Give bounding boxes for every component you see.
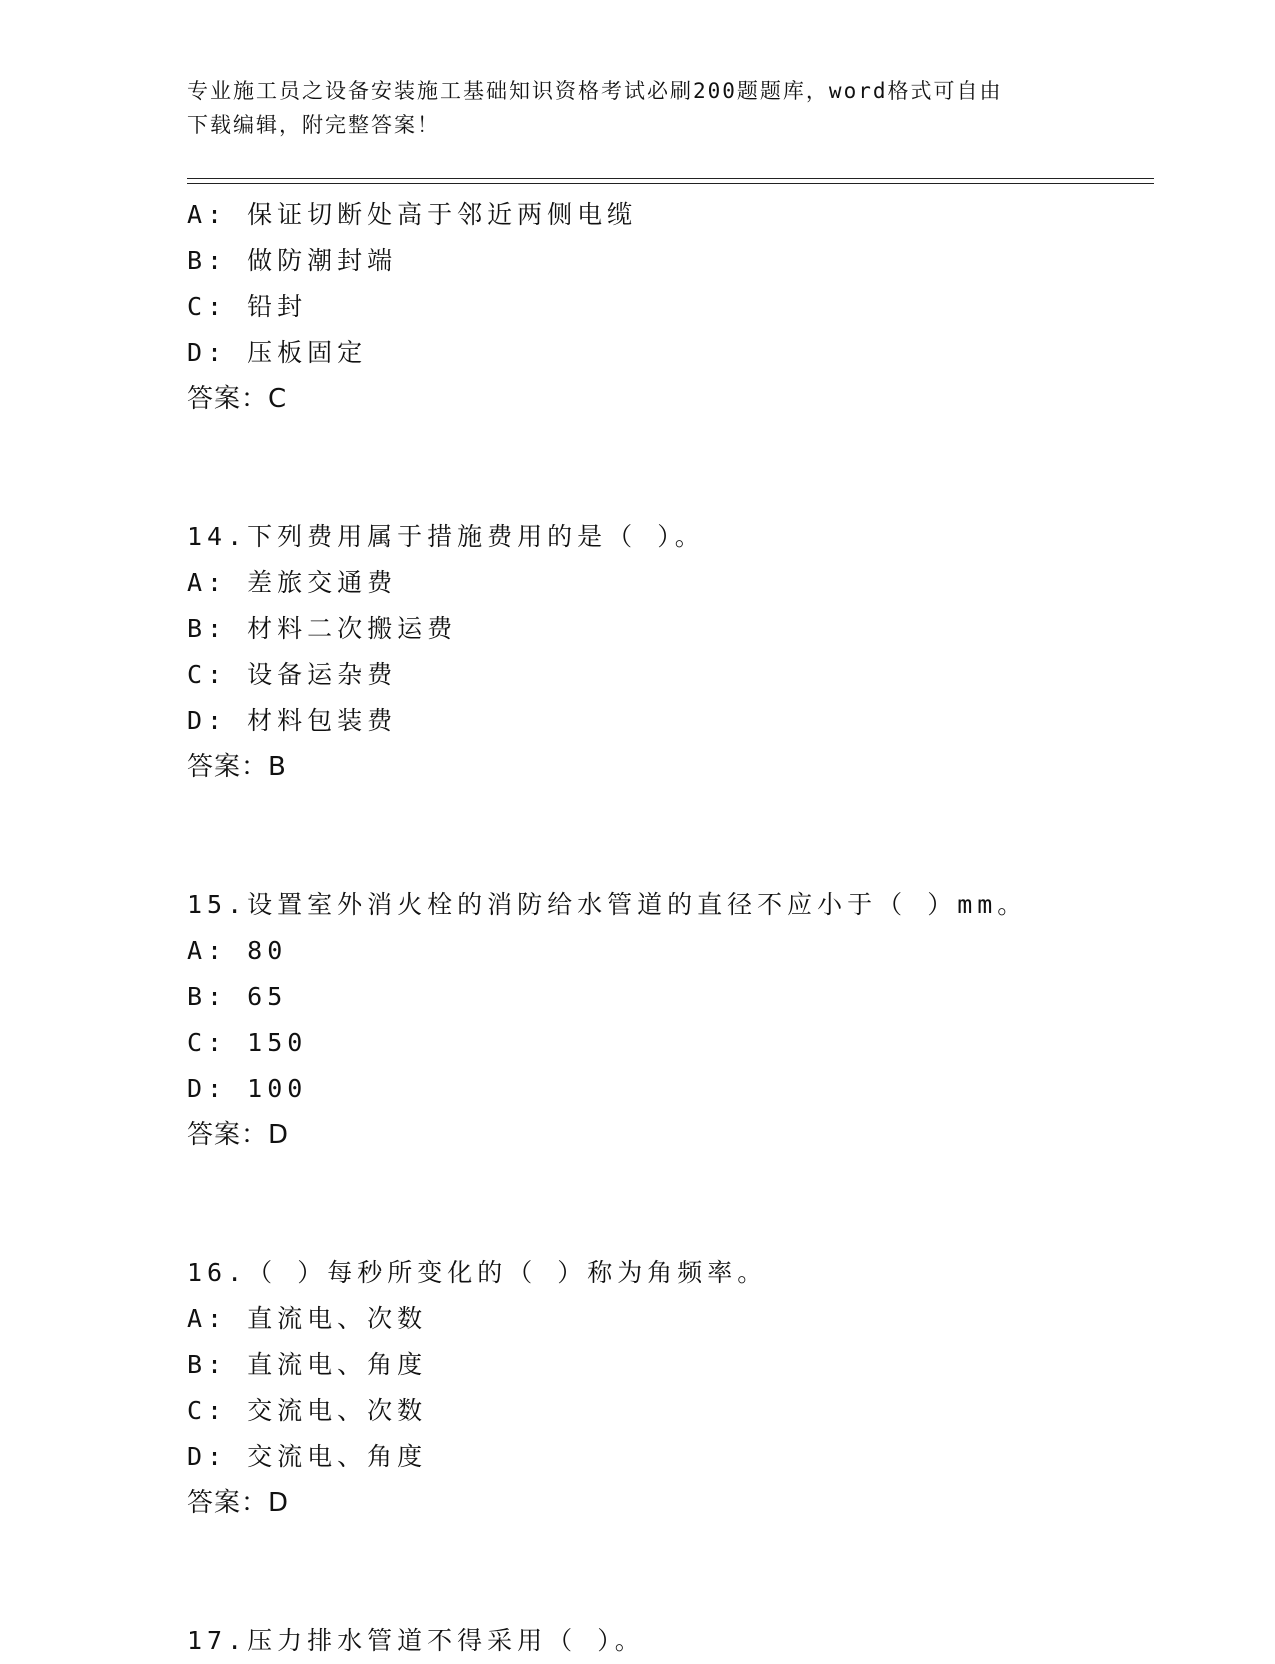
option-c: C: 交流电、次数 [187,1396,428,1425]
question-block-14 [187,514,1154,790]
option-d: D: 交流电、角度 [187,1442,428,1471]
option-d: D: 100 [187,1074,308,1103]
question-text: 16.（ ）每秒所变化的（ ）称为角频率。 [187,1258,768,1287]
question-block-13 [187,192,1154,422]
question-block-15 [187,882,1154,1158]
option-b: B: 65 [187,982,288,1011]
option-b: B: 做防潮封端 [187,246,398,275]
header-line-2: 下载编辑，附完整答案！ [187,113,440,137]
option-d: D: 压板固定 [187,338,368,367]
spacer [187,1158,1154,1250]
spacer [187,422,1154,514]
option-a: A: 差旅交通费 [187,568,398,597]
option-c: C: 设备运杂费 [187,660,398,689]
answer-label: 答案：D [187,1488,290,1518]
spacer [187,790,1154,882]
document-header [187,74,1087,142]
option-b: B: 材料二次搬运费 [187,614,458,643]
question-block-16 [187,1250,1154,1526]
header-divider-top [187,178,1154,179]
spacer [187,1526,1154,1618]
option-c: C: 铅封 [187,292,308,321]
option-d: D: 材料包装费 [187,706,398,735]
option-a: A: 直流电、次数 [187,1304,428,1333]
option-a: A: 保证切断处高于邻近两侧电缆 [187,200,638,229]
question-text: 14.下列费用属于措施费用的是（ ）。 [187,522,705,551]
option-c: C: 150 [187,1028,308,1057]
header-line-1: 专业施工员之设备安装施工基础知识资格考试必刷200题题库，word格式可自由 [187,79,1003,103]
header-divider-bottom [187,183,1154,184]
answer-label: 答案：B [187,752,287,782]
question-text: 15.设置室外消火栓的消防给水管道的直径不应小于（ ）mm。 [187,890,1028,919]
answer-label: 答案：D [187,1120,290,1150]
option-a: A: 80 [187,936,288,965]
question-text: 17.压力排水管道不得采用（ ）。 [187,1626,645,1655]
option-b: B: 直流电、角度 [187,1350,428,1379]
question-list [187,192,1154,1664]
question-block-17 [187,1618,1154,1664]
answer-label: 答案：C [187,384,288,414]
